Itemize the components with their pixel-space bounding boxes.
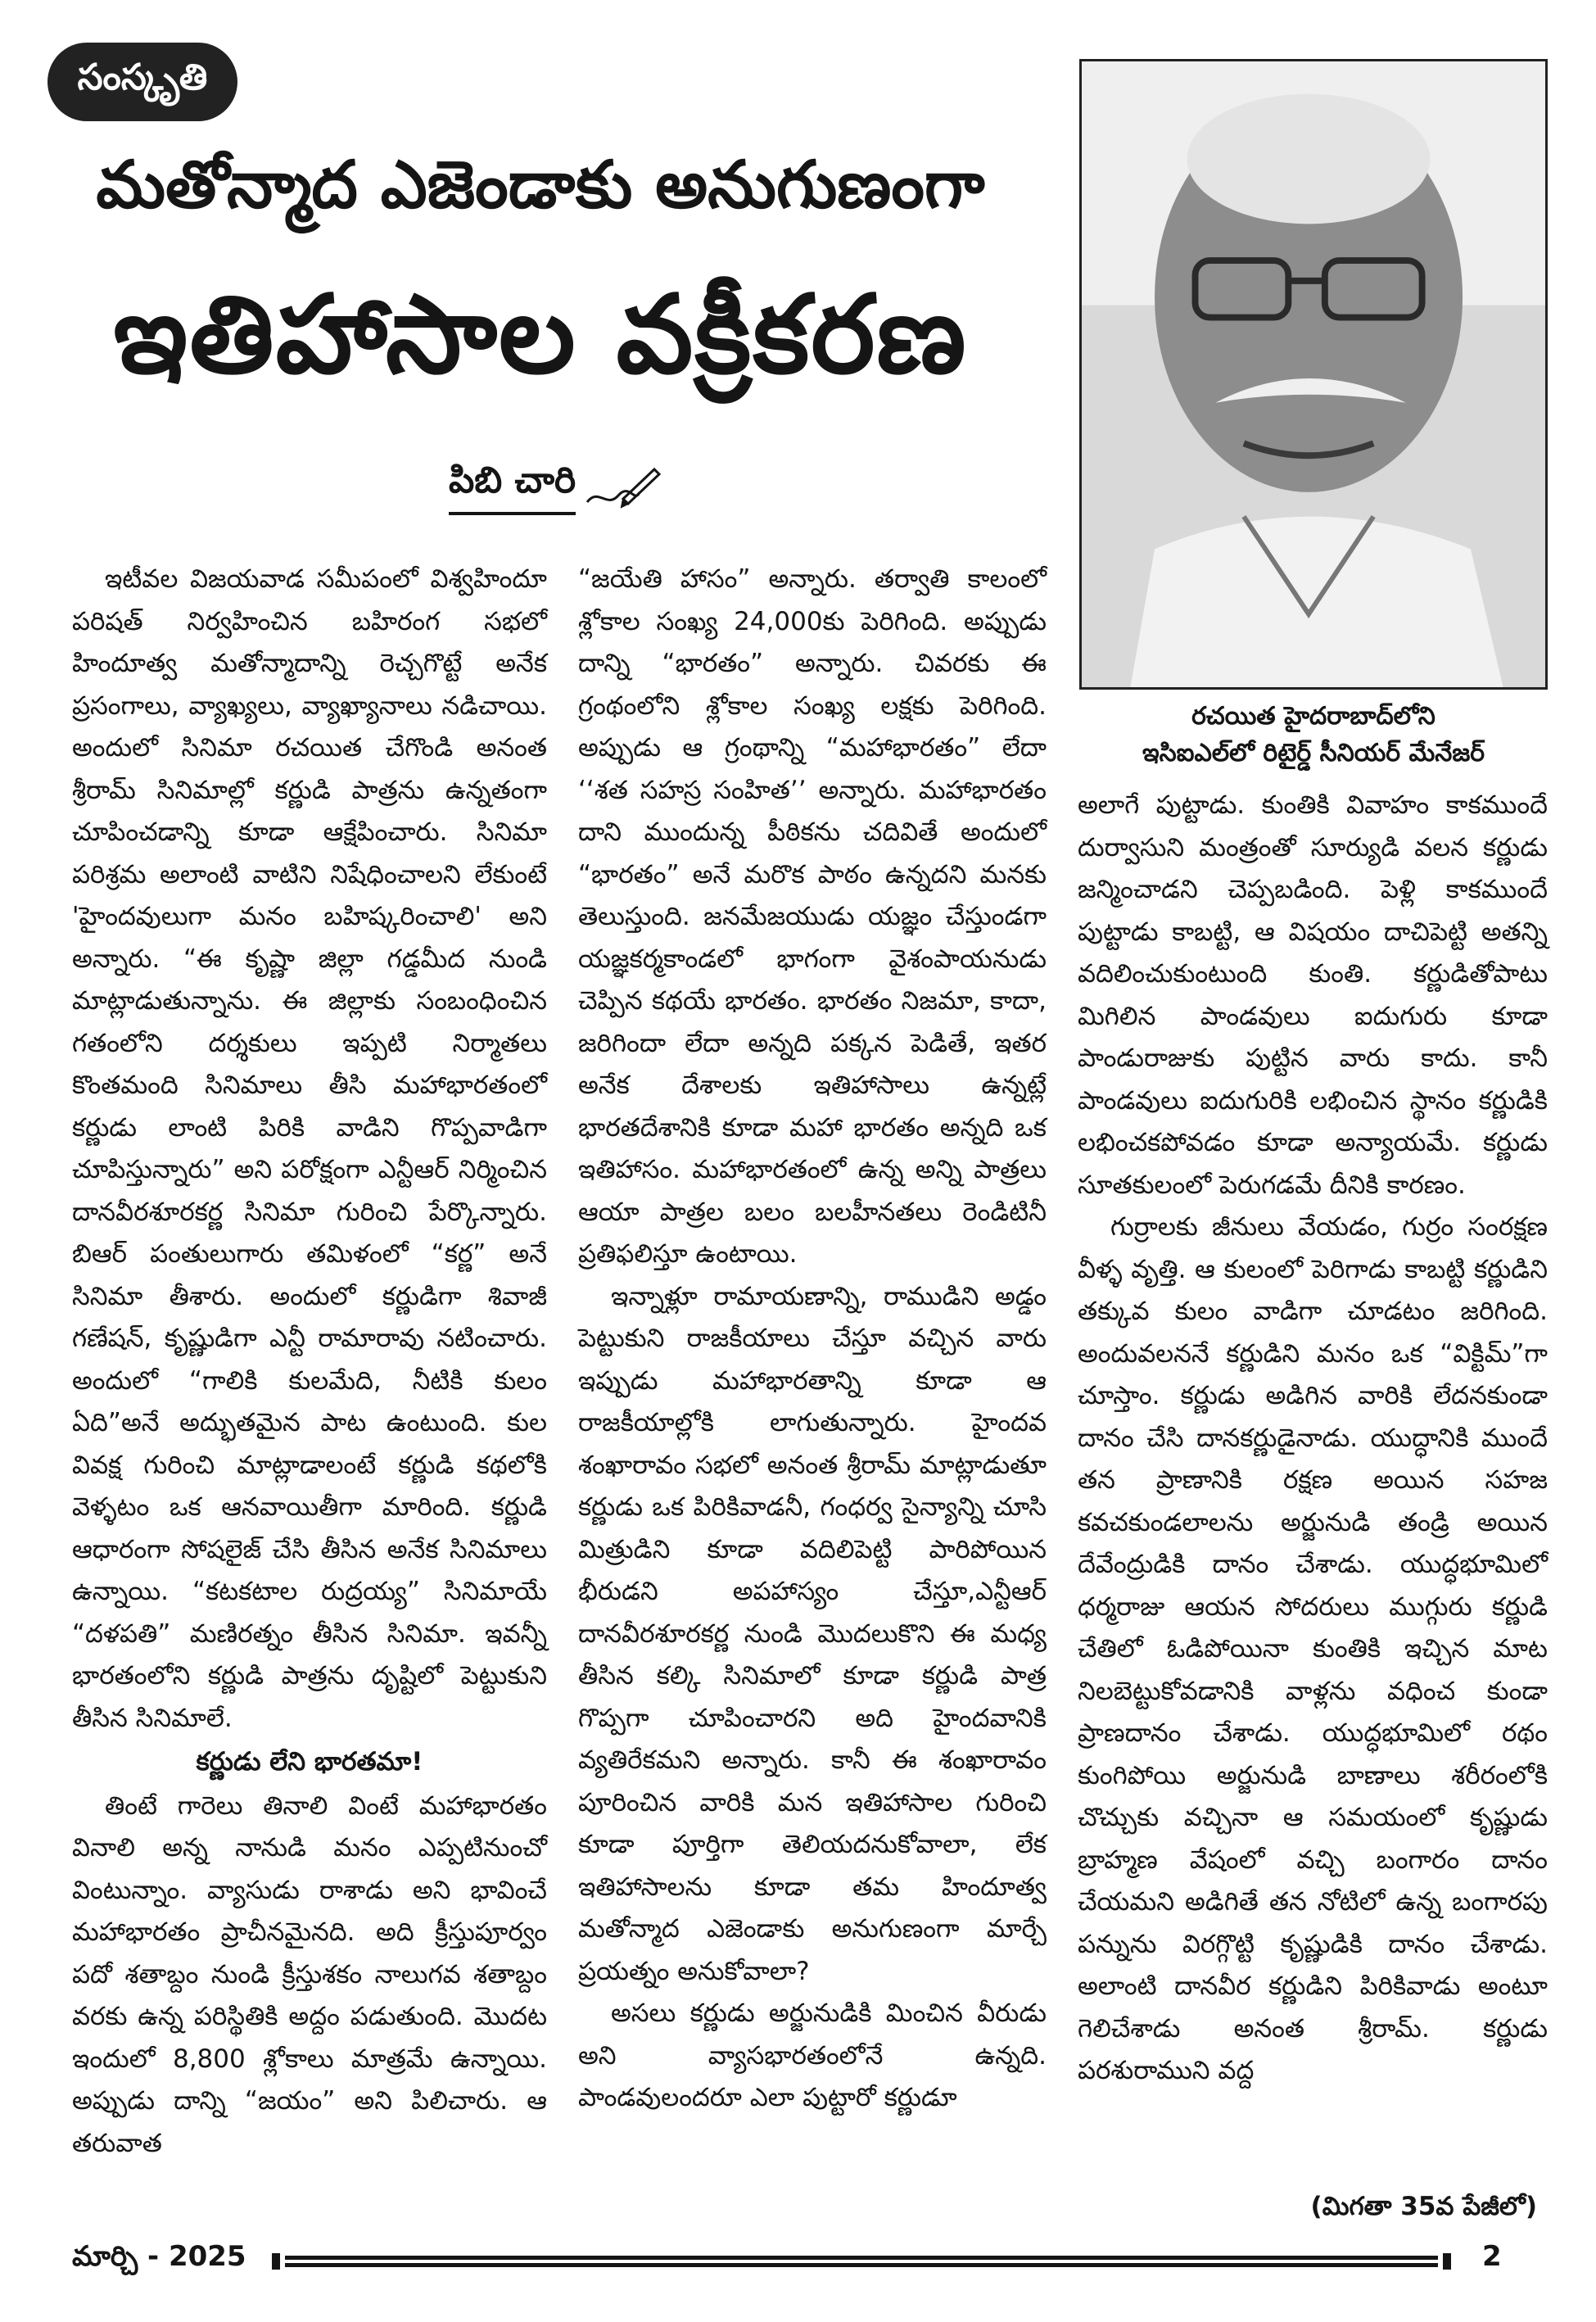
author-name: పిబి చారి xyxy=(449,459,576,515)
paragraph: “జయేతి హాసం” అన్నారు. తర్వాతి కాలంలో శ్లోకాల సంఖ్య 24,000కు పెరిగింది. అప్పుడు దాన్ని “భారతం” అన్నారు. చివరకు ఈ గ్రంథంలోని శ్లోకాల సంఖ్య లక్షకు పెరిగింది. అప్పుడు ఆ గ్రంథాన్ని “మహాభారతం” లేదా ‘‘శత సహస్ర సంహిత’’ అన్నారు. మహాభారతం దాని ముందున్న పీఠికను చదివితే అందులో “భారతం” అనే మరొక పాఠం ఉన్నదని మనకు తెలుస్తుంది. జనమేజయుడు యజ్ఞం చేస్తుండగా యజ్ఞకర్మకాండలో భాగంగా వైశంపాయనుడు చెప్పిన కథయే భారతం. భారతం నిజమా, కాదా, జరిగిందా లేదా అన్నది పక్కన పెడితే, ఇతర అనేక దేశాలకు ఇతిహాసాలు ఉన్నట్లే భారతదేశానికి కూడా మహా భారతం అన్నది ఒక ఇతిహాసం. మహాభారతంలో ఉన్న అన్ని పాత్రలు ఆయా పాత్రల బలం బలహీనతలు రెండిటినీ ప్రతిఫలిస్తూ ఉంటాయి. xyxy=(578,564,1047,1269)
paragraph: అసలు కర్ణుడు అర్జునుడికి మించిన వీరుడు అని వ్యాసభారతంలోనే ఉన్నది. పాండవులందరూ ఎలా పుట్టారో కర్ణుడూ xyxy=(578,1998,1047,2112)
photo-caption xyxy=(1079,698,1548,772)
author-photo xyxy=(1079,59,1548,690)
footer-rule xyxy=(272,2251,1451,2272)
article-column-2 xyxy=(578,559,1047,2120)
headline-line-1: మతోన్మాద ఎజెండాకు అనుగుణంగా xyxy=(96,147,985,223)
photo-caption-line-2: ఇసిఐఎల్‌లో రిటైర్డ్ సీనియర్ మేనేజర్ xyxy=(1142,739,1485,767)
pen-writing-icon xyxy=(582,463,661,512)
paragraph: తింటే గారెలు తినాలి వింటే మహాభారతం వినాలి అన్న నానుడి మనం ఎప్పటినుంచో వింటున్నాం. వ్యాసుడు రాశాడు అని భావించే మహాభారతం ప్రాచీనమైనది. అది క్రీస్తుపూర్వం పదో శతాబ్దం నుండి క్రీస్తుశకం నాలుగవ శతాబ్దం వరకు ఉన్న పరిస్థితికి అద్దం పడుతుంది. మొదట ఇందులో 8,800 శ్లోకాలు మాత్రమే ఉన్నాయి. అప్పుడు దాన్ని “జయం” అని పిలిచారు. ఆ తరువాత xyxy=(72,1790,547,2158)
photo-caption-line-1: రచయిత హైదరాబాద్‌లోని xyxy=(1191,702,1435,731)
article-column-3 xyxy=(1078,785,1548,2093)
paragraph: అలాగే పుట్టాడు. కుంతికి వివాహం కాకముందే దుర్వాసుని మంత్రంతో సూర్యుడి వలన కర్ణుడు జన్మించాడని చెప్పబడింది. పెళ్లి కాకముందే పుట్టాడు కాబట్టి, ఆ విషయం దాచిపెట్టి అతన్ని వదిలించుకుంటుంది కుంతి. కర్ణుడితోపాటు మిగిలిన పాండవులు ఐదుగురు కూడా పాండురాజుకు పుట్టిన వారు కాదు. కానీ పాండవులు ఐదుగురికి లభించిన స్థానం కర్ణుడికి లభించకపోవడం కూడా అన్యాయమే. కర్ణుడు సూతకులంలో పెరుగడమే దీనికి కారణం. xyxy=(1078,790,1548,1200)
issue-date: మార్చి - 2025 xyxy=(72,2240,246,2273)
section-badge: సంస్కృతి xyxy=(47,43,237,121)
byline xyxy=(449,459,694,516)
continued-note: (మిగతా 35వ పేజీలో) xyxy=(1310,2192,1537,2221)
article-column-1 xyxy=(72,559,547,2165)
paragraph: గుర్రాలకు జీనులు వేయడం, గుర్రం సంరక్షణ వీళ్ళ వృత్తి. ఆ కులంలో పెరిగాడు కాబట్టి కర్ణుడిని తక్కువ కులం వాడిగా చూడటం జరిగింది. అందువలననే కర్ణుడిని మనం ఒక “విక్టిమ్”గా చూస్తాం. కర్ణుడు అడిగిన వారికి లేదనకుండా దానం చేసి దానకర్ణుడైనాడు. యుద్ధానికి ముందే తన ప్రాణానికి రక్షణ అయిన సహజ కవచకుండలాలను అర్జునుడి తండ్రి అయిన దేవేంద్రుడికి దానం చేశాడు. యుద్ధభూమిలో ధర్మరాజు ఆయన సోదరులు ముగ్గురు కర్ణుడి చేతిలో ఓడిపోయినా కుంతికి ఇచ్చిన మాట నిలబెట్టుకోవడానికి వాళ్లను వధించ కుండా ప్రాణదానం చేశాడు. యుద్ధభూమిలో రథం కుంగిపోయి అర్జునుడి బాణాలు శరీరంలోకి చొచ్చుకు వచ్చినా ఆ సమయంలో కృష్ణుడు బ్రాహ్మణ వేషంలో వచ్చి బంగారం దానం చేయమని అడిగితే తన నోటిలో ఉన్న బంగారపు పన్నును విరగ్గొట్టి కృష్ణుడికి దానం చేశాడు. అలాంటి దానవీర కర్ణుడిని పిరికివాడు అంటూ గెలిచేశాడు అనంత శ్రీరామ్. కర్ణుడు పరశురాముని వద్ద xyxy=(1078,1212,1548,2085)
headline-line-2: ఇతిహాసాల వక్రీకరణ xyxy=(113,272,968,398)
paragraph: ఇటీవల విజయవాడ సమీపంలో విశ్వహిందూ పరిషత్ నిర్వహించిన బహిరంగ సభలో హిందూత్వ మతోన్మాదాన్ని రెచ్చగొట్టే అనేక ప్రసంగాలు, వ్యాఖ్యలు, వ్యాఖ్యానాలు నడిచాయి. అందులో సినిమా రచయిత చేగొండి అనంత శ్రీరామ్ సినిమాల్లో కర్ణుడి పాత్రను ఉన్నతంగా చూపించడాన్ని కూడా ఆక్షేపించారు. సినిమా పరిశ్రమ అలాంటి వాటిని నిషేధించాలని లేకుంటే 'హైందవులుగా మనం బహిష్కరించాలి' అని అన్నారు. “ఈ కృష్ణా జిల్లా గడ్డమీద నుండి మాట్లాడుతున్నాను. ఈ జిల్లాకు సంబంధించిన గతంలోని దర్శకులు ఇప్పటి నిర్మాతలు కొంతమంది సినిమాలు తీసి మహాభారతంలో కర్ణుడు లాంటి పిరికి వాడిని గొప్పవాడిగా చూపిస్తున్నారు” అని పరోక్షంగా ఎన్టీఆర్ నిర్మించిన దానవీరశూరకర్ణ సినిమా గురించి పేర్కొన్నారు. బిఆర్ పంతులుగారు తమిళంలో “కర్ణ” అనే సినిమా తీశారు. అందులో కర్ణుడిగా శివాజీ గణేషన్, కృష్ణుడిగా ఎన్టీ రామారావు నటించారు. అందులో “గాలికి కులమేది, నీటికి కులం ఏది”అనే అద్భుతమైన పాట ఉంటుంది. కుల వివక్ష గురించి మాట్లాడాలంటే కర్ణుడి కథలోకి వెళ్ళటం ఒక ఆనవాయితీగా మారింది. కర్ణుడి ఆధారంగా సోషలైజ్ చేసి తీసిన అనేక సినిమాలు ఉన్నాయి. “కటకటాల రుద్రయ్య” సినిమాయే “దళపతి” మణిరత్నం తీసిన సినిమా. ఇవన్నీ భారతంలోని కర్ణుడి పాత్రను దృష్టిలో పెట్టుకుని తీసిన సినిమాలే. xyxy=(72,564,547,1733)
subheading: కర్ణుడు లేని భారతమా! xyxy=(196,1747,423,1777)
paragraph: ఇన్నాళ్లూ రామాయణాన్ని, రాముడిని అడ్డం పెట్టుకుని రాజకీయాలు చేస్తూ వచ్చిన వారు ఇప్పుడు మహాభారతాన్ని కూడా ఆ రాజకీయాల్లోకి లాగుతున్నారు. హైందవ శంఖారావం సభలో అనంత శ్రీరామ్ మాట్లాడుతూ కర్ణుడు ఒక పిరికివాడనీ, గంధర్వ సైన్యాన్ని చూసి మిత్రుడిని కూడా వదిలిపెట్టి పారిపోయిన భీరుడని అపహాస్యం చేస్తూ,ఎన్టీఆర్ దానవీరశూరకర్ణ నుండి మొదలుకొని ఈ మధ్య తీసిన కల్కి సినిమాలో కూడా కర్ణుడి పాత్ర గొప్పగా చూపించారని అది హైందవానికి వ్యతిరేకమని అన్నారు. కానీ ఈ శంఖారావం పూరించిన వారికి మన ఇతిహాసాల గురించి కూడా పూర్తిగా తెలియదనుకోవాలా, లేక ఇతిహాసాలను కూడా తమ హిందూత్వ మతోన్మాద ఎజెండాకు అనుగుణంగా మార్చే ప్రయత్నం అనుకోవాలా? xyxy=(578,1281,1047,1986)
page-number: 2 xyxy=(1482,2240,1502,2273)
